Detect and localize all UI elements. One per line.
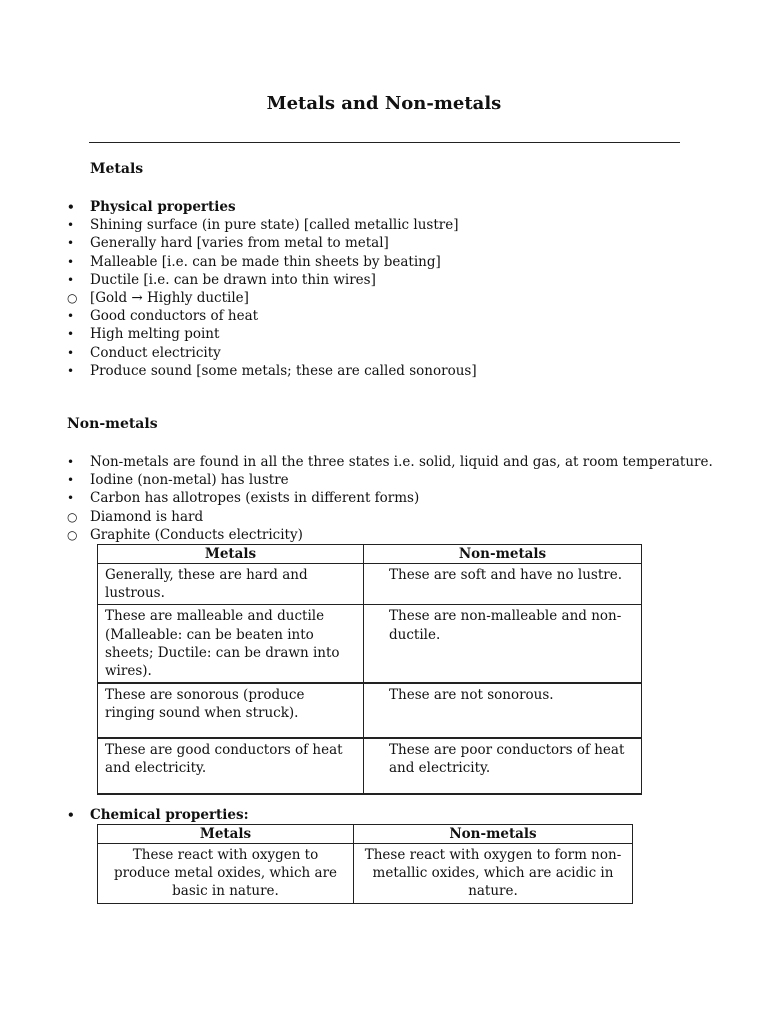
circle-bullet-icon: ○ (67, 509, 78, 524)
table-header-row (98, 825, 633, 844)
list-item: • Physical properties (67, 199, 236, 215)
column-header-nonmetals: Non-metals (364, 545, 642, 564)
table-cell-metals: These are sonorous (produce ringing sound when struck). (98, 683, 364, 738)
list-item: • Conduct electricity (67, 344, 221, 361)
bullet-icon: • (67, 272, 75, 287)
nonmetals-heading: Non-metals (67, 416, 158, 432)
list-item: • Good conductors of heat (67, 308, 259, 325)
bullet-icon: • (67, 309, 75, 324)
table-row (98, 564, 642, 605)
list-item: • Iodine (non-metal) has lustre (67, 472, 289, 489)
table-row (98, 605, 642, 683)
bullet-icon: • (67, 491, 75, 506)
bullet-icon: • (67, 218, 75, 233)
table-cell-metals: Generally, these are hard and lustrous. (98, 564, 364, 605)
list-item: • Generally hard [varies from metal to metal] (67, 235, 389, 252)
table-cell-metals: These react with oxygen to produce metal oxides, which are basic in nature. (98, 844, 354, 904)
metals-heading: Metals (90, 161, 144, 177)
list-item: ○ [Gold → Highly ductile] (67, 289, 249, 306)
bullet-icon: • (67, 473, 75, 488)
page-title: Metals and Non-metals (266, 93, 502, 114)
column-header-metals: Metals (98, 825, 354, 844)
list-item: • Non-metals are found in all the three states i.e. solid, liquid and gas, at room temperature. (67, 454, 713, 470)
table-row (98, 738, 642, 794)
bullet-icon: • (67, 200, 75, 214)
table-cell-nonmetals: These are soft and have no lustre. (364, 564, 642, 605)
physical-comparison-table (97, 544, 642, 795)
table-cell-nonmetals: These react with oxygen to form non-metallic oxides, which are acidic in nature. (354, 844, 633, 904)
list-item: • Shining surface (in pure state) [called metallic lustre] (67, 217, 459, 234)
circle-bullet-icon: ○ (67, 290, 78, 305)
table-cell-nonmetals: These are non-malleable and non-ductile. (364, 605, 642, 683)
circle-bullet-icon: ○ (67, 527, 78, 542)
table-cell-nonmetals: These are poor conductors of heat and electricity. (364, 738, 642, 794)
nonmetals-list (67, 453, 713, 544)
chemical-comparison-table (97, 824, 633, 904)
bullet-icon: • (67, 808, 75, 822)
list-item: • Chemical properties: (67, 807, 249, 823)
table-cell-nonmetals: These are not sonorous. (364, 683, 642, 738)
list-item: • High melting point (67, 326, 220, 343)
chemical-properties-heading (67, 806, 249, 824)
bullet-icon: • (67, 345, 75, 360)
list-item: ○ Graphite (Conducts electricity) (67, 526, 303, 543)
column-header-metals: Metals (98, 545, 364, 564)
physical-properties-list (67, 198, 477, 380)
table-cell-metals: These are malleable and ductile (Malleable: can be beaten into sheets; Ductile: can be drawn into wires). (98, 605, 364, 683)
list-item: ○ Diamond is hard (67, 508, 204, 525)
list-item: • Ductile [i.e. can be drawn into thin wires] (67, 271, 376, 288)
table-row (98, 844, 633, 904)
list-item: • Produce sound [some metals; these are called sonorous] (67, 362, 477, 379)
table-header-row (98, 545, 642, 564)
list-item: • Malleable [i.e. can be made thin sheets by beating] (67, 253, 441, 270)
bullet-icon: • (67, 327, 75, 342)
bullet-icon: • (67, 254, 75, 269)
column-header-nonmetals: Non-metals (354, 825, 633, 844)
bullet-icon: • (67, 455, 75, 469)
table-row (98, 683, 642, 738)
title-divider (89, 142, 680, 143)
table-cell-metals: These are good conductors of heat and electricity. (98, 738, 364, 794)
bullet-icon: • (67, 236, 75, 251)
list-item: • Carbon has allotropes (exists in different forms) (67, 490, 420, 507)
bullet-icon: • (67, 363, 75, 378)
